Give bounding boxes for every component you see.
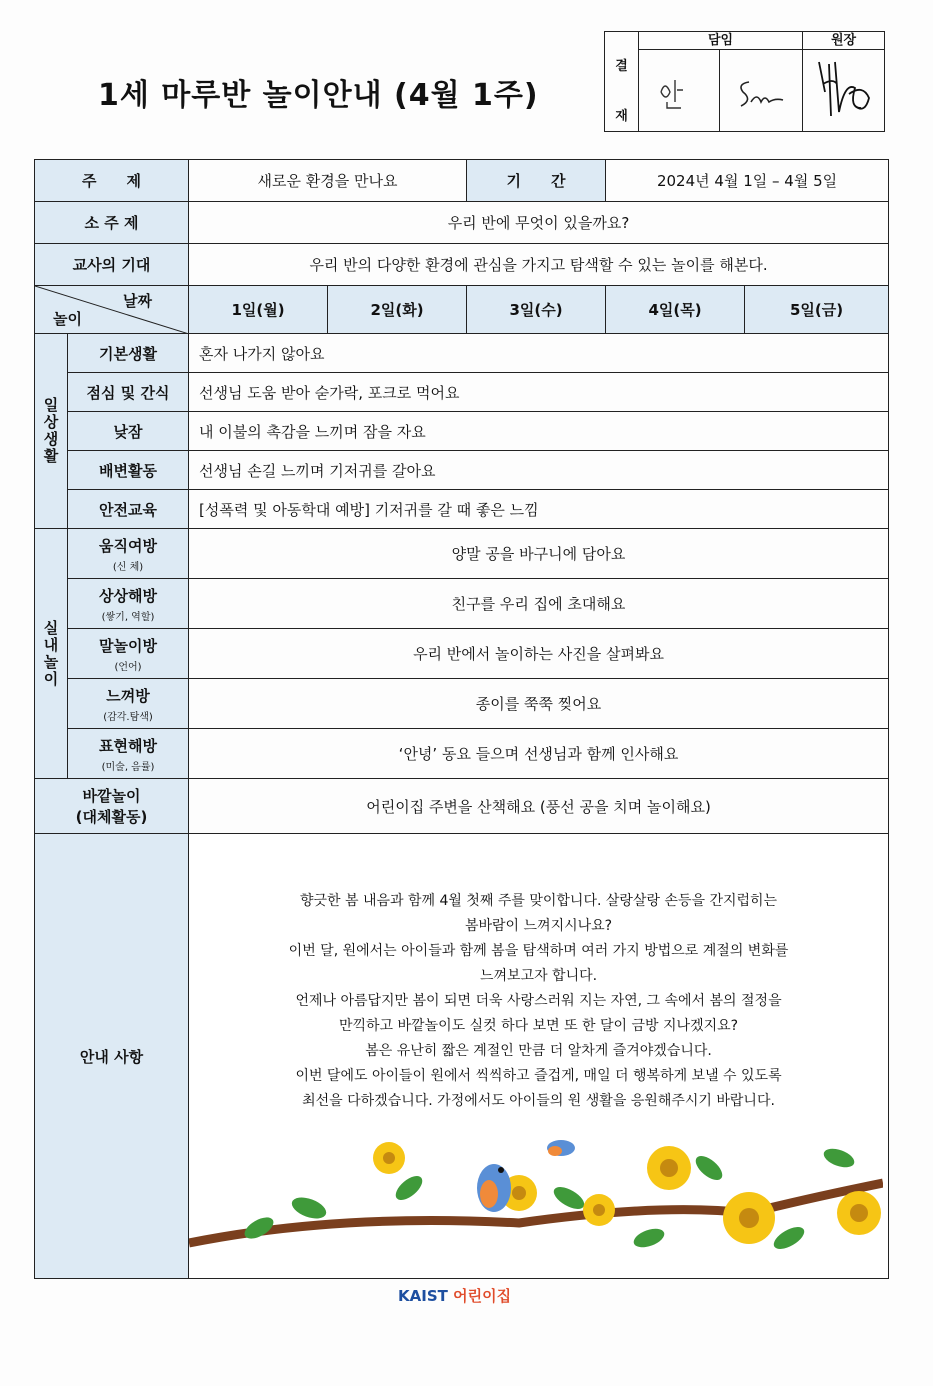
page-title: 1세 마루반 놀이안내 (4월 1주) [98, 78, 539, 113]
notice-label: 안내 사항 [35, 834, 189, 1279]
footer-brand: KAIST [398, 1287, 448, 1305]
notice-line: 이번 달에도 아이들이 원에서 씩씩하고 즐겁게, 매일 더 행복하게 보낼 수 있도록 [295, 1068, 782, 1084]
approval-side-label-2: 재 [615, 109, 628, 124]
daily-item-label: 배변활동 [68, 451, 189, 490]
daily-item-label: 낮잠 [68, 412, 189, 451]
subtheme-label: 소 주 제 [35, 202, 189, 244]
period-label: 기 간 [467, 160, 606, 202]
indoor-item-title: 표현해방 [99, 736, 157, 755]
indoor-item-label [68, 579, 189, 629]
daily-item-label: 기본생활 [68, 334, 189, 373]
footer-name: 어린이집 [453, 1287, 512, 1305]
indoor-item-label [68, 729, 189, 779]
notice-line: 이번 달, 원에서는 아이들과 함께 봄을 탐색하며 여러 가지 방법으로 계절의 변화를 [288, 943, 789, 959]
daily-item-value: 혼자 나가지 않아요 [189, 334, 889, 373]
indoor-item-title: 느껴방 [106, 686, 150, 705]
indoor-item-value: 친구를 우리 집에 초대해요 [189, 579, 889, 629]
daily-item-value: 선생님 도움 받아 숟가락, 포크로 먹어요 [189, 373, 889, 412]
date-play-header [35, 286, 189, 334]
notice-line: 봄바람이 느껴지시나요? [464, 918, 613, 934]
daily-item-label: 점심 및 간식 [68, 373, 189, 412]
play-label: 놀이 [53, 310, 82, 328]
indoor-item-label [68, 679, 189, 729]
approval-side-label [605, 32, 639, 131]
indoor-item-label [68, 529, 189, 579]
indoor-item-sub: (쌓기, 역할) [101, 611, 155, 623]
notice-line: 향긋한 봄 내음과 함께 4월 첫째 주를 맞이합니다. 살랑살랑 손등을 간지럽히는 [299, 893, 778, 909]
branch-flower-bird-illustration [189, 1128, 883, 1268]
expectation-value: 우리 반의 다양한 환경에 관심을 가지고 탐색할 수 있는 놀이를 해본다. [189, 244, 889, 286]
notice-line: 봄은 유난히 짧은 계절인 만큼 더 알차게 즐겨야겠습니다. [365, 1043, 712, 1059]
date-label: 날짜 [123, 292, 153, 310]
notice-line: 만끽하고 바깥놀이도 실컷 하다 보면 또 한 달이 금방 지나겠지요? [338, 1018, 739, 1034]
outdoor-value: 어린이집 주변을 산책해요 (풍선 공을 치며 놀이해요) [189, 779, 889, 834]
indoor-item-sub: (신 체) [112, 561, 144, 573]
indoor-item-title: 말놀이방 [99, 636, 157, 655]
indoor-item-value: 종이를 쭉쭉 찢어요 [189, 679, 889, 729]
notice-line: 최선을 다하겠습니다. 가정에서도 아이들의 원 생활을 응원해주시기 바랍니다. [302, 1093, 775, 1109]
theme-label: 주 제 [35, 160, 189, 202]
notice-cell [189, 834, 889, 1279]
indoor-item-value: 양말 공을 바구니에 담아요 [189, 529, 889, 579]
daily-item-value: 내 이불의 촉감을 느끼며 잠을 자요 [189, 412, 889, 451]
signature-teacher-1 [653, 72, 703, 112]
signature-teacher-2 [731, 72, 793, 112]
approval-side-label-1: 결 [615, 59, 628, 74]
period-value: 2024년 4월 1일 – 4월 5일 [606, 160, 889, 202]
outdoor-label-1: 바깥놀이 [82, 787, 141, 805]
weekly-plan-table [34, 159, 889, 1279]
notice-text [189, 834, 888, 1114]
indoor-item-sub: (감각.탐색) [103, 711, 153, 723]
theme-value: 새로운 환경을 만나요 [189, 160, 467, 202]
outdoor-label [35, 779, 189, 834]
spring-illustration [189, 1128, 888, 1278]
approval-box [604, 31, 885, 132]
signature-director [809, 54, 883, 130]
indoor-item-title: 움직여방 [99, 536, 157, 555]
indoor-item-sub: (미술, 음률) [101, 761, 155, 773]
day-1: 1일(월) [189, 286, 328, 334]
daily-item-value: [성폭력 및 아동학대 예방] 기저귀를 갈 때 좋은 느낌 [189, 490, 889, 529]
notice-line: 언제나 아름답지만 봄이 되면 더욱 사랑스러워 지는 자연, 그 속에서 봄의 절정을 [295, 993, 782, 1009]
footer-logo [398, 1285, 511, 1306]
day-2: 2일(화) [328, 286, 467, 334]
daily-item-label: 안전교육 [68, 490, 189, 529]
director-label: 원장 [803, 32, 884, 50]
indoor-item-value: 우리 반에서 놀이하는 사진을 살펴봐요 [189, 629, 889, 679]
daily-life-group-label: 일상생활 [35, 334, 68, 529]
day-5: 5일(금) [745, 286, 889, 334]
indoor-item-label [68, 629, 189, 679]
daily-item-value: 선생님 손길 느끼며 기저귀를 갈아요 [189, 451, 889, 490]
indoor-item-value: ‘안녕’ 동요 들으며 선생님과 함께 인사해요 [189, 729, 889, 779]
expectation-label: 교사의 기대 [35, 244, 189, 286]
indoor-item-sub: (언어) [114, 661, 142, 673]
homeroom-label: 담임 [639, 32, 802, 50]
indoor-item-title: 상상해방 [99, 586, 157, 605]
notice-line: 느껴보고자 합니다. [479, 968, 598, 984]
outdoor-label-2: (대체활동) [75, 808, 148, 826]
subtheme-value: 우리 반에 무엇이 있을까요? [189, 202, 889, 244]
indoor-play-group-label: 실내놀이 [35, 529, 68, 779]
day-3: 3일(수) [467, 286, 606, 334]
day-4: 4일(목) [606, 286, 745, 334]
